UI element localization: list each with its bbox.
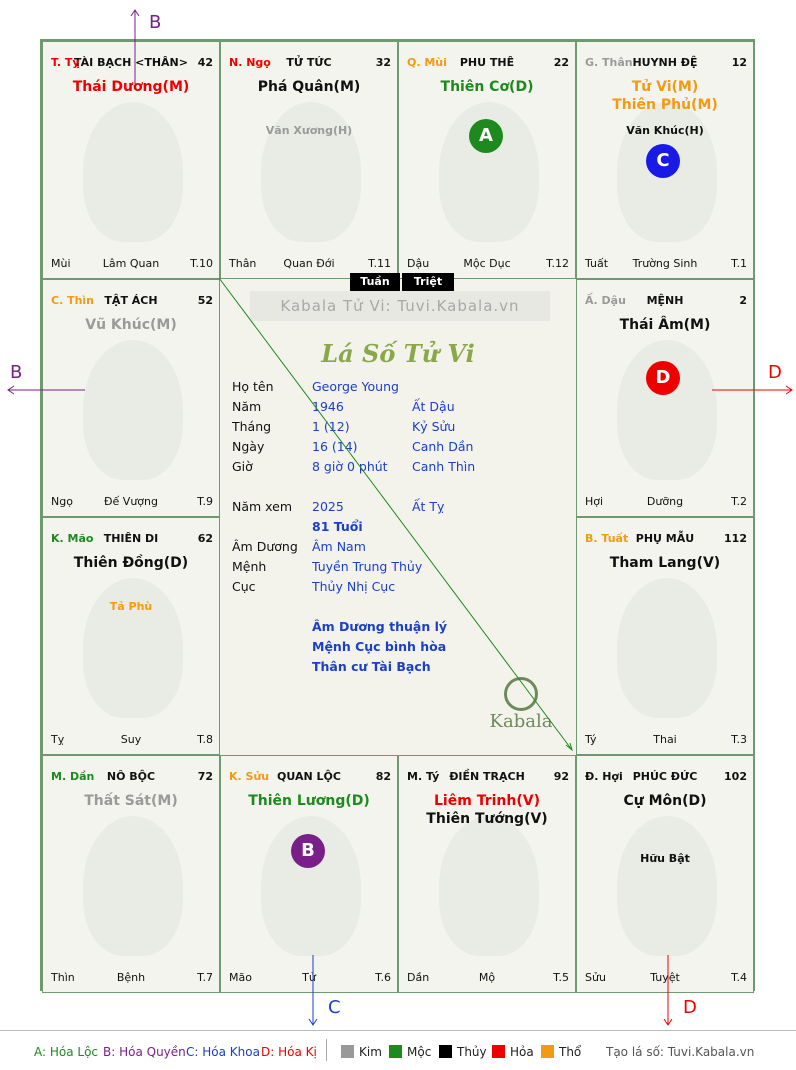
main-stars <box>43 78 219 96</box>
palace-branch: T. Tỵ <box>51 56 80 69</box>
palace-menh[interactable] <box>576 279 754 517</box>
palace-branch: G. Thân <box>585 56 633 69</box>
center-note: Âm Dương thuận lý <box>312 619 448 634</box>
tree-icon <box>504 677 538 711</box>
palace-thien-di[interactable] <box>42 517 220 755</box>
palace-name: TẬT ÁCH <box>104 294 158 307</box>
palace-branch: Đ. Hợi <box>585 770 623 783</box>
palace-foot-month: T.10 <box>190 257 213 270</box>
palace-number: 52 <box>197 294 213 307</box>
zodiac-animal-watermark <box>617 578 717 718</box>
main-stars <box>221 792 397 810</box>
main-star: Thiên Phủ(M) <box>612 97 718 113</box>
palace-number: 42 <box>197 56 213 69</box>
palace-name: TỬ TỨC <box>286 56 332 69</box>
palace-dien-trach[interactable] <box>398 755 576 993</box>
main-stars <box>399 78 575 96</box>
minor-star: Tả Phù <box>109 600 153 613</box>
badge-hoa-loc: A <box>469 119 503 153</box>
palace-name: HUYNH ĐỆ <box>632 56 698 69</box>
legend-bar <box>0 1030 796 1070</box>
legend-thuy <box>439 1045 487 1059</box>
palace-tai-bach[interactable] <box>42 41 220 279</box>
thuy-label: Thủy <box>457 1045 487 1059</box>
info-label: Họ tên <box>232 379 274 394</box>
main-stars <box>399 792 575 828</box>
footer-credit: Tạo lá số: Tuvi.Kabala.vn <box>606 1045 755 1059</box>
palace-name: ĐIỀN TRẠCH <box>449 770 525 783</box>
info-value: George Young <box>312 379 399 394</box>
palace-foot-branch: Tỵ <box>51 733 65 746</box>
info-value-2: Ất Tỵ <box>412 499 445 514</box>
info-value: 8 giờ 0 phút <box>312 459 388 474</box>
palace-foot-branch: Hợi <box>585 495 604 508</box>
palace-branch: M. Dần <box>51 770 95 783</box>
info-value: Thủy Nhị Cục <box>312 579 396 594</box>
palace-foot-branch: Dậu <box>407 257 430 270</box>
legend-hoa-ki: D: Hóa Kị <box>261 1045 317 1059</box>
minor-star: Hữu Bật <box>640 852 690 865</box>
kabala-logo <box>485 677 557 732</box>
palace-foot-month: T.9 <box>197 495 213 508</box>
kim-label: Kim <box>359 1045 382 1059</box>
palace-foot-branch: Tuất <box>585 257 609 270</box>
palace-number: 82 <box>375 770 391 783</box>
center-info-panel <box>220 275 576 755</box>
zodiac-animal-watermark <box>617 816 717 956</box>
logo-text: Kabala <box>489 711 553 732</box>
palace-foot-month: T.6 <box>375 971 391 984</box>
info-value: 1 (12) <box>312 419 350 434</box>
info-value-2: Canh Dần <box>412 439 474 454</box>
badge-hoa-quyen: B <box>291 834 325 868</box>
palace-name: PHÚC ĐỨC <box>632 770 698 783</box>
info-value: 81 Tuổi <box>312 519 363 534</box>
palace-number: 22 <box>553 56 569 69</box>
info-label: Năm xem <box>232 499 293 514</box>
palace-foot-stage: Lâm Quan <box>102 257 160 270</box>
info-label: Năm <box>232 399 262 414</box>
palace-foot-month: T.7 <box>197 971 213 984</box>
main-star: Thiên Đồng(D) <box>73 555 189 571</box>
info-label: Giờ <box>232 459 253 474</box>
info-value: Tuyền Trung Thủy <box>312 559 423 574</box>
main-stars <box>43 792 219 810</box>
legend-hoa-quyen: B: Hóa Quyền <box>103 1045 186 1059</box>
palace-name: TÀI BẠCH <THÂN> <box>74 56 188 69</box>
palace-number: 12 <box>731 56 747 69</box>
palace-foot-stage: Đế Vượng <box>104 495 158 508</box>
palace-foot-branch: Mão <box>229 971 252 984</box>
main-stars <box>221 78 397 96</box>
legend-hoa-loc: A: Hóa Lộc <box>34 1045 99 1059</box>
chart-title: Lá Số Tử Vi <box>321 339 475 368</box>
info-label: Cục <box>232 579 256 594</box>
palace-name: THIÊN DI <box>103 532 159 545</box>
main-stars <box>577 78 753 114</box>
info-label: Mệnh <box>232 559 267 574</box>
palace-branch: N. Ngọ <box>229 56 271 69</box>
zodiac-animal-watermark <box>261 102 361 242</box>
main-star: Tử Vi(M) <box>631 79 699 95</box>
main-stars <box>577 554 753 572</box>
main-star: Thiên Cơ(D) <box>440 79 534 95</box>
palace-branch: C. Thìn <box>51 294 95 307</box>
palace-foot-month: T.1 <box>731 257 747 270</box>
zodiac-animal-watermark <box>83 578 183 718</box>
palace-phu-the[interactable] <box>398 41 576 279</box>
main-star: Tham Lang(V) <box>609 555 721 571</box>
palace-foot-branch: Dần <box>407 971 430 984</box>
main-stars <box>43 316 219 334</box>
triet-tag: Triệt <box>402 273 454 291</box>
palace-branch: K. Mão <box>51 532 94 545</box>
palace-tat-ach[interactable] <box>42 279 220 517</box>
main-stars <box>43 554 219 572</box>
palace-foot-stage: Bệnh <box>116 971 146 984</box>
palace-foot-branch: Thân <box>229 257 257 270</box>
main-star: Phá Quân(M) <box>257 79 361 95</box>
moc-label: Mộc <box>407 1045 432 1059</box>
palace-foot-stage: Tuyệt <box>650 971 680 984</box>
palace-branch: Ấ. Dậu <box>585 294 626 307</box>
legend-hoa-khoa: C: Hóa Khoa <box>186 1045 260 1059</box>
palace-phu-mau[interactable] <box>576 517 754 755</box>
palace-name: PHỤ MẪU <box>635 532 695 545</box>
palace-foot-month: T.8 <box>197 733 213 746</box>
palace-foot-branch: Thìn <box>51 971 75 984</box>
arrow-label-left: B <box>10 362 23 383</box>
arrow-label-bottom-center: C <box>328 997 341 1018</box>
palace-branch: M. Tý <box>407 770 440 783</box>
info-label: Ngày <box>232 439 265 454</box>
tho-swatch <box>541 1045 554 1058</box>
palace-no-boc[interactable] <box>42 755 220 993</box>
tuan-tag: Tuần <box>350 273 400 291</box>
hoa-label: Hỏa <box>510 1045 534 1059</box>
legend-moc <box>389 1045 431 1059</box>
center-note: Mệnh Cục bình hòa <box>312 639 447 654</box>
palace-foot-stage: Tử <box>302 971 316 984</box>
hoa-swatch <box>492 1045 505 1058</box>
horoscope-chart <box>40 39 755 991</box>
info-label: Âm Dương <box>232 539 298 554</box>
info-value-2: Canh Thìn <box>412 459 476 474</box>
palace-foot-month: T.12 <box>546 257 569 270</box>
main-star: Vũ Khúc(M) <box>85 317 177 333</box>
palace-tu-tuc[interactable] <box>220 41 398 279</box>
legend-divider <box>326 1039 327 1061</box>
palace-name: PHU THÊ <box>459 56 515 69</box>
palace-foot-month: T.5 <box>553 971 569 984</box>
minor-star: Văn Xương(H) <box>265 124 353 137</box>
palace-branch: Q. Mùi <box>407 56 447 69</box>
palace-number: 32 <box>375 56 391 69</box>
palace-foot-stage: Dưỡng <box>646 495 684 508</box>
palace-phuc-duc[interactable] <box>576 755 754 993</box>
arrow-label-top-left: B <box>149 12 162 33</box>
badge-hoa-ki: D <box>646 361 680 395</box>
moc-swatch <box>389 1045 402 1058</box>
main-star: Thái Âm(M) <box>619 317 711 333</box>
main-star: Thiên Lương(D) <box>248 793 370 809</box>
palace-number: 72 <box>197 770 213 783</box>
palace-number: 112 <box>724 532 747 545</box>
zodiac-animal-watermark <box>83 340 183 480</box>
palace-foot-stage: Thai <box>653 733 677 746</box>
main-star: Thất Sát(M) <box>84 793 178 809</box>
minor-star: Văn Khúc(H) <box>626 124 704 137</box>
arrow-label-right: D <box>768 362 782 383</box>
site-watermark: Kabala Tử Vi: Tuvi.Kabala.vn <box>250 291 550 321</box>
palace-foot-branch: Ngọ <box>51 495 73 508</box>
info-value: 16 (14) <box>312 439 358 454</box>
info-label: Tháng <box>232 419 272 434</box>
main-star: Liêm Trinh(V) <box>434 793 540 809</box>
info-value: 2025 <box>312 499 344 514</box>
main-star: Thiên Tướng(V) <box>426 811 548 827</box>
zodiac-animal-watermark <box>83 816 183 956</box>
main-star: Thái Dương(M) <box>72 79 190 95</box>
palace-branch: K. Sửu <box>229 770 270 783</box>
main-stars <box>577 792 753 810</box>
info-value: 1946 <box>312 399 344 414</box>
kim-swatch <box>341 1045 354 1058</box>
palace-foot-stage: Trường Sinh <box>632 257 698 270</box>
main-star: Cự Môn(D) <box>623 793 707 809</box>
palace-name: NÔ BỘC <box>106 770 156 783</box>
palace-name: QUAN LỘC <box>277 770 341 783</box>
palace-number: 102 <box>724 770 747 783</box>
palace-number: 92 <box>553 770 569 783</box>
palace-foot-month: T.4 <box>731 971 747 984</box>
palace-foot-stage: Mộc Dục <box>463 257 511 270</box>
palace-foot-month: T.11 <box>368 257 391 270</box>
thuy-swatch <box>439 1045 452 1058</box>
info-value-2: Kỷ Sửu <box>412 419 456 434</box>
center-note: Thân cư Tài Bạch <box>312 659 431 674</box>
info-value-2: Ất Dậu <box>412 399 455 414</box>
palace-quan-loc[interactable] <box>220 755 398 993</box>
palace-foot-stage: Quan Đới <box>283 257 335 270</box>
zodiac-animal-watermark <box>439 816 539 956</box>
palace-foot-month: T.3 <box>731 733 747 746</box>
palace-foot-branch: Sửu <box>585 971 606 984</box>
palace-foot-branch: Tý <box>585 733 597 746</box>
palace-number: 62 <box>197 532 213 545</box>
palace-foot-stage: Suy <box>120 733 142 746</box>
legend-kim <box>341 1045 382 1059</box>
zodiac-animal-watermark <box>83 102 183 242</box>
legend-tho <box>541 1045 581 1059</box>
palace-name: MỆNH <box>646 294 684 307</box>
palace-foot-branch: Mùi <box>51 257 71 270</box>
main-stars <box>577 316 753 334</box>
info-value: Âm Nam <box>312 539 366 554</box>
legend-hoa <box>492 1045 534 1059</box>
arrow-label-bottom-right: D <box>683 997 697 1018</box>
palace-number: 2 <box>739 294 747 307</box>
palace-branch: B. Tuất <box>585 532 629 545</box>
tho-label: Thổ <box>559 1045 582 1059</box>
palace-foot-stage: Mộ <box>478 971 496 984</box>
badge-hoa-khoa: C <box>646 144 680 178</box>
palace-foot-month: T.2 <box>731 495 747 508</box>
